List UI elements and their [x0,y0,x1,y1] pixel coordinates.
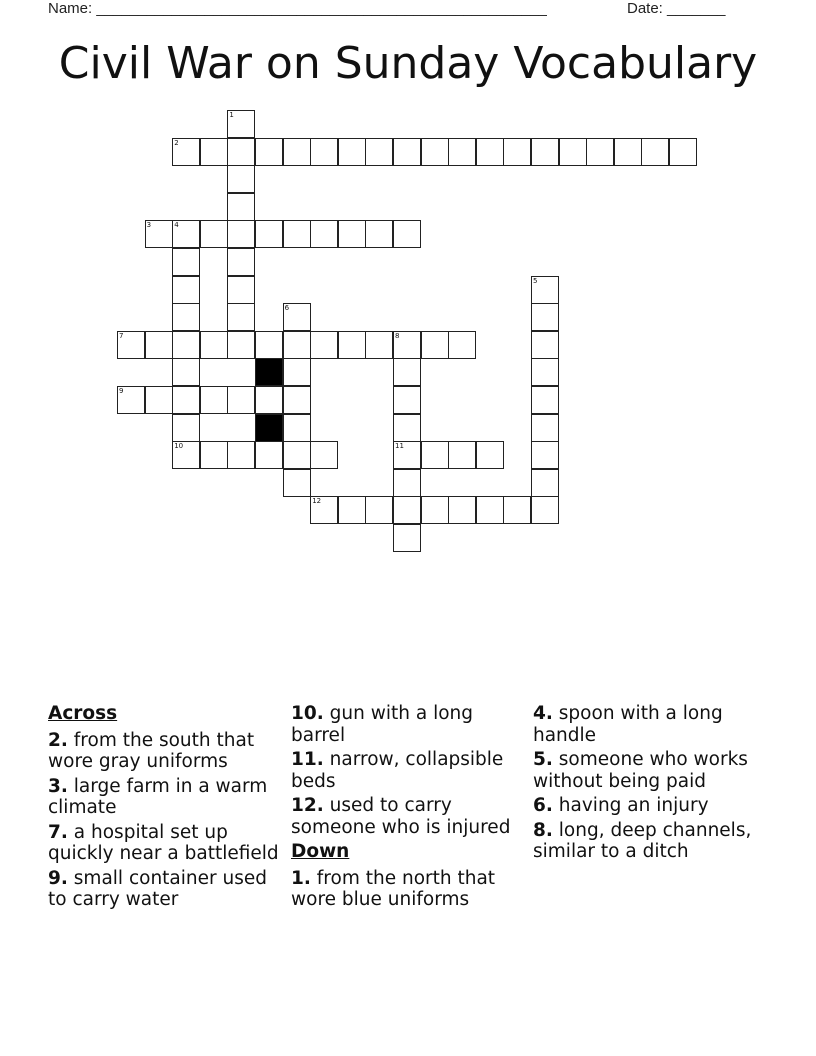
clue-down-5 [533,749,773,792]
clue-text: large farm in a warm climate [48,775,268,818]
clue-number: 12. [291,795,324,816]
clue-number-label: 5 [533,276,538,285]
clue-number: 3. [48,775,68,797]
crossword-cell[interactable] [476,138,504,166]
crossword-cell[interactable] [531,331,559,359]
crossword-cell[interactable] [145,331,173,359]
crossword-cell[interactable] [283,220,311,248]
crossword-cell[interactable] [393,138,421,166]
clue-across-7 [48,822,288,865]
crossword-cell[interactable] [393,469,421,497]
down-heading: Down [291,841,350,862]
crossword-cell[interactable] [421,441,449,469]
crossword-cell[interactable] [365,138,393,166]
clue-number: 1. [291,867,311,889]
crossword-cell[interactable] [393,358,421,386]
crossword-cell[interactable] [255,441,283,469]
crossword-cell[interactable] [393,414,421,442]
crossword-cell[interactable] [393,441,421,469]
crossword-cell[interactable] [476,441,504,469]
crossword-cell[interactable] [338,331,366,359]
clue-down-6 [533,795,773,817]
crossword-cell[interactable] [227,220,255,248]
crossword-cell[interactable] [338,496,366,524]
clue-number: 2. [48,729,68,751]
crossword-cell[interactable] [117,331,145,359]
crossword-cell[interactable] [283,441,311,469]
crossword-cell[interactable] [421,331,449,359]
clue-text: having an injury [558,795,709,816]
clue-across-11 [291,749,531,792]
clue-number-label: 2 [174,138,179,147]
crossword-cell[interactable] [531,441,559,469]
crossword-cell[interactable] [503,496,531,524]
crossword-cell[interactable] [227,138,255,166]
crossword-cell[interactable] [255,220,283,248]
crossword-cell[interactable] [227,441,255,469]
crossword-cell[interactable] [227,165,255,193]
clue-text: gun with a long barrel [291,703,474,746]
crossword-cell[interactable] [421,138,449,166]
crossword-cell[interactable] [641,138,669,166]
crossword-cell[interactable] [338,138,366,166]
crossword-cell[interactable] [559,138,587,166]
clue-text: small container used to carry water [48,867,267,910]
clue-number-label: 4 [174,221,179,230]
crossword-cell[interactable] [310,441,338,469]
clue-text: someone who works without being paid [533,749,748,792]
crossword-cell[interactable] [227,331,255,359]
crossword-cell[interactable] [227,248,255,276]
crossword-cell[interactable] [172,441,200,469]
crossword-cell[interactable] [227,110,255,138]
clue-number-label: 12 [312,497,322,506]
clue-number-label: 7 [119,331,124,340]
clue-number: 10. [291,703,324,724]
crossword-cell[interactable] [227,193,255,221]
crossword-cell[interactable] [448,441,476,469]
crossword-cell[interactable] [421,496,449,524]
crossword-cell[interactable] [310,496,338,524]
crossword-cell[interactable] [145,220,173,248]
clue-number: 8. [533,819,553,841]
clue-down-1 [291,868,531,911]
crossword-cell[interactable] [172,138,200,166]
crossword-cell[interactable] [393,524,421,552]
crossword-cell[interactable] [200,441,228,469]
crossword-cell[interactable] [503,138,531,166]
crossword-cell[interactable] [393,220,421,248]
crossword-cell[interactable] [200,138,228,166]
crossword-black-cell [255,358,283,386]
clue-across-10 [291,703,531,746]
crossword-cell[interactable] [531,469,559,497]
crossword-cell[interactable] [531,496,559,524]
crossword-cell[interactable] [172,303,200,331]
crossword-cell[interactable] [227,303,255,331]
crossword-cell[interactable] [310,138,338,166]
clue-across-3 [48,776,288,819]
clue-across-2 [48,730,288,773]
crossword-cell[interactable] [531,303,559,331]
crossword-cell[interactable] [255,386,283,414]
crossword-cell[interactable] [172,414,200,442]
crossword-cell[interactable] [172,220,200,248]
clues-column-2 [291,703,531,914]
crossword-cell[interactable] [172,331,200,359]
crossword-cell[interactable] [172,358,200,386]
clue-number: 6. [533,795,553,816]
clue-text: from the south that wore gray uniforms [48,729,255,772]
clue-text: a hospital set up quickly near a battlefield [48,821,279,864]
crossword-cell[interactable] [283,469,311,497]
crossword-cell[interactable] [393,496,421,524]
crossword-cell[interactable] [283,386,311,414]
crossword-cell[interactable] [476,496,504,524]
clue-text: spoon with a long handle [533,703,723,746]
clue-across-12 [291,795,531,838]
crossword-cell[interactable] [365,220,393,248]
crossword-cell[interactable] [172,248,200,276]
across-heading: Across [48,703,118,724]
clue-text: long, deep channels, similar to a ditch [533,819,752,862]
clue-number-label: 6 [284,304,290,313]
clue-number-label: 3 [146,221,152,230]
date-field-label: Date: _______ [627,0,726,17]
clue-down-8 [533,820,773,863]
clue-number-label: 9 [119,387,124,395]
crossword-cell[interactable] [283,414,311,442]
crossword-cell[interactable] [531,358,559,386]
crossword-cell[interactable] [172,386,200,414]
crossword-cell[interactable] [531,138,559,166]
crossword-cell[interactable] [283,138,311,166]
clue-across-9 [48,868,288,911]
crossword-cell[interactable] [448,331,476,359]
crossword-cell[interactable] [145,386,173,414]
clue-number-label: 1 [229,111,234,119]
clue-text: from the north that wore blue uniforms [291,867,496,910]
clue-number-label: 11 [395,442,404,451]
crossword-cell[interactable] [200,220,228,248]
crossword-cell[interactable] [338,220,366,248]
crossword-cell[interactable] [448,496,476,524]
crossword-cell[interactable] [586,138,614,166]
crossword-cell[interactable] [227,386,255,414]
crossword-cell[interactable] [365,331,393,359]
crossword-cell[interactable] [531,276,559,304]
crossword-cell[interactable] [283,303,311,331]
clue-number-label: 10 [174,442,184,451]
clue-number: 7. [48,821,68,843]
clue-text: narrow, collapsible beds [291,749,504,792]
crossword-cell[interactable] [310,331,338,359]
crossword-cell[interactable] [310,220,338,248]
crossword-cell[interactable] [669,138,697,166]
clue-down-4 [533,703,773,746]
clue-number: 11. [291,749,324,770]
crossword-cell[interactable] [531,386,559,414]
crossword-black-cell [255,414,283,442]
clue-number-label: 8 [395,331,400,340]
crossword-cell[interactable] [531,414,559,442]
crossword-cell[interactable] [448,138,476,166]
clue-text: used to carry someone who is injured [291,795,511,838]
crossword-cell[interactable] [200,386,228,414]
crossword-cell[interactable] [283,331,311,359]
crossword-cell[interactable] [393,331,421,359]
crossword-cell[interactable] [393,386,421,414]
crossword-cell[interactable] [227,276,255,304]
page-title: Civil War on Sunday Vocabulary [58,38,758,89]
crossword-cell[interactable] [255,138,283,166]
crossword-cell[interactable] [365,496,393,524]
crossword-cell[interactable] [200,331,228,359]
crossword-cell[interactable] [172,276,200,304]
clues-column-1 [48,703,288,914]
crossword-cell[interactable] [614,138,642,166]
crossword-cell[interactable] [255,331,283,359]
crossword-cell[interactable] [283,358,311,386]
crossword-cell[interactable] [117,386,145,414]
name-field-label: Name: ______________________________________________________ [48,0,547,17]
clue-number: 9. [48,867,68,889]
clues-column-3 [533,703,773,866]
clue-number: 4. [533,703,553,724]
clue-number: 5. [533,749,553,770]
